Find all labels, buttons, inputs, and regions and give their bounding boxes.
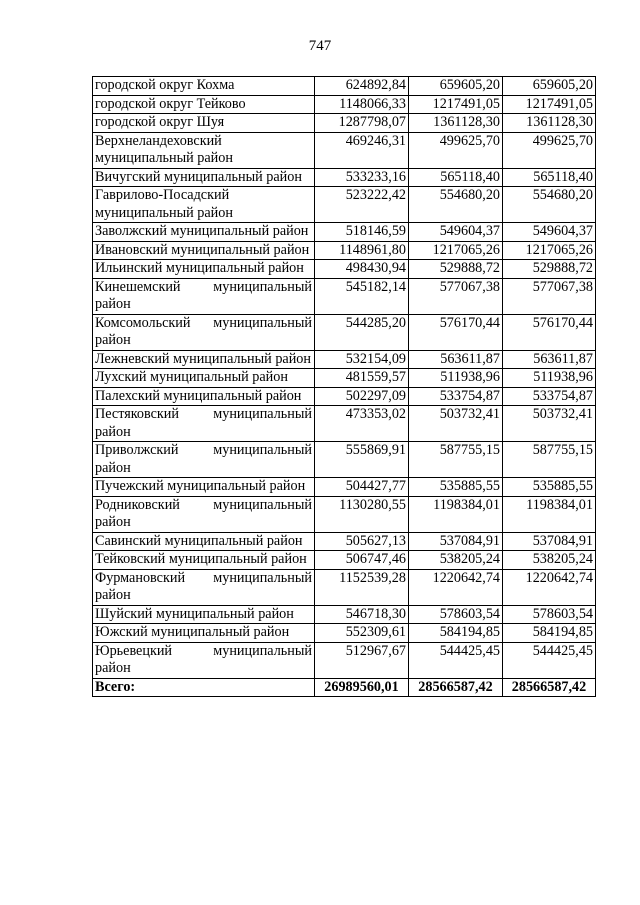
value-cell-1: 506747,46: [315, 551, 409, 570]
value-cell-3: 535885,55: [503, 478, 596, 497]
value-cell-3: 584194,85: [503, 624, 596, 643]
page-number: 747: [308, 38, 332, 54]
value-cell-1: 502297,09: [315, 387, 409, 406]
municipality-cell: Палехский муниципальный район: [93, 387, 315, 406]
municipality-cell: Пестяковский муниципальный район: [93, 406, 315, 442]
budget-table: [92, 76, 596, 697]
value-cell-2: 584194,85: [409, 624, 503, 643]
value-cell-3: 563611,87: [503, 350, 596, 369]
table-row: [93, 114, 596, 133]
municipality-cell: Заволжский муниципальный район: [93, 223, 315, 242]
table-row: [93, 496, 596, 532]
table-row: [93, 569, 596, 605]
value-cell-3: 1361128,30: [503, 114, 596, 133]
table-row: [93, 278, 596, 314]
value-cell-2: 554680,20: [409, 187, 503, 223]
value-cell-3: 554680,20: [503, 187, 596, 223]
value-cell-3: 499625,70: [503, 132, 596, 168]
value-cell-1: 523222,42: [315, 187, 409, 223]
value-cell-3: 538205,24: [503, 551, 596, 570]
value-cell-2: 511938,96: [409, 369, 503, 388]
table-row: [93, 260, 596, 279]
table-row: [93, 642, 596, 678]
value-cell-3: 533754,87: [503, 387, 596, 406]
table-row: [93, 350, 596, 369]
value-cell-3: 1198384,01: [503, 496, 596, 532]
value-cell-2: 535885,55: [409, 478, 503, 497]
total-label: Всего:: [93, 678, 315, 697]
value-cell-2: 533754,87: [409, 387, 503, 406]
table-row: [93, 387, 596, 406]
table-row: [93, 95, 596, 114]
value-cell-1: 552309,61: [315, 624, 409, 643]
value-cell-1: 512967,67: [315, 642, 409, 678]
value-cell-2: 659605,20: [409, 77, 503, 96]
total-row: [93, 678, 596, 697]
municipality-cell: Лухский муниципальный район: [93, 369, 315, 388]
value-cell-3: 659605,20: [503, 77, 596, 96]
table-row: [93, 551, 596, 570]
value-cell-2: 1220642,74: [409, 569, 503, 605]
value-cell-3: 1217491,05: [503, 95, 596, 114]
value-cell-3: 565118,40: [503, 168, 596, 187]
value-cell-2: 587755,15: [409, 442, 503, 478]
municipality-cell: Ивановский муниципальный район: [93, 241, 315, 260]
municipality-cell: Приволжский муниципальный район: [93, 442, 315, 478]
value-cell-1: 505627,13: [315, 532, 409, 551]
value-cell-3: 576170,44: [503, 314, 596, 350]
table-row: [93, 442, 596, 478]
value-cell-3: 1220642,74: [503, 569, 596, 605]
table-row: [93, 624, 596, 643]
municipality-cell: Верхнеландеховский муниципальный район: [93, 132, 315, 168]
municipality-cell: городской округ Кохма: [93, 77, 315, 96]
value-cell-1: 1287798,07: [315, 114, 409, 133]
value-cell-2: 563611,87: [409, 350, 503, 369]
municipality-cell: Савинский муниципальный район: [93, 532, 315, 551]
value-cell-1: 1148066,33: [315, 95, 409, 114]
municipality-cell: Вичугский муниципальный район: [93, 168, 315, 187]
municipality-cell: Родниковский муниципальный район: [93, 496, 315, 532]
table-row: [93, 168, 596, 187]
value-cell-3: 529888,72: [503, 260, 596, 279]
table-row: [93, 241, 596, 260]
municipality-cell: Комсомольский муниципальный район: [93, 314, 315, 350]
total-value-1: 26989560,01: [315, 678, 409, 697]
value-cell-1: 1152539,28: [315, 569, 409, 605]
table-row: [93, 369, 596, 388]
value-cell-3: 537084,91: [503, 532, 596, 551]
municipality-cell: Пучежский муниципальный район: [93, 478, 315, 497]
value-cell-2: 565118,40: [409, 168, 503, 187]
value-cell-3: 577067,38: [503, 278, 596, 314]
table-row: [93, 478, 596, 497]
municipality-cell: Лежневский муниципальный район: [93, 350, 315, 369]
value-cell-1: 624892,84: [315, 77, 409, 96]
value-cell-2: 576170,44: [409, 314, 503, 350]
value-cell-1: 533233,16: [315, 168, 409, 187]
value-cell-1: 473353,02: [315, 406, 409, 442]
value-cell-2: 499625,70: [409, 132, 503, 168]
value-cell-1: 1130280,55: [315, 496, 409, 532]
value-cell-3: 549604,37: [503, 223, 596, 242]
value-cell-2: 1198384,01: [409, 496, 503, 532]
municipality-cell: Фурмановский муниципальный район: [93, 569, 315, 605]
value-cell-3: 511938,96: [503, 369, 596, 388]
table-row: [93, 187, 596, 223]
value-cell-3: 1217065,26: [503, 241, 596, 260]
table-row: [93, 532, 596, 551]
value-cell-1: 498430,94: [315, 260, 409, 279]
municipality-cell: Тейковский муниципальный район: [93, 551, 315, 570]
value-cell-1: 481559,57: [315, 369, 409, 388]
value-cell-1: 518146,59: [315, 223, 409, 242]
value-cell-3: 544425,45: [503, 642, 596, 678]
municipality-cell: Кинешемский муниципальный район: [93, 278, 315, 314]
value-cell-3: 503732,41: [503, 406, 596, 442]
value-cell-2: 529888,72: [409, 260, 503, 279]
value-cell-2: 1361128,30: [409, 114, 503, 133]
municipality-cell: Ильинский муниципальный район: [93, 260, 315, 279]
table-body: [93, 77, 596, 697]
total-value-2: 28566587,42: [409, 678, 503, 697]
value-cell-1: 546718,30: [315, 605, 409, 624]
municipality-cell: городской округ Шуя: [93, 114, 315, 133]
value-cell-3: 587755,15: [503, 442, 596, 478]
value-cell-2: 538205,24: [409, 551, 503, 570]
table-row: [93, 314, 596, 350]
value-cell-1: 532154,09: [315, 350, 409, 369]
municipality-cell: Шуйский муниципальный район: [93, 605, 315, 624]
value-cell-2: 577067,38: [409, 278, 503, 314]
value-cell-2: 544425,45: [409, 642, 503, 678]
value-cell-1: 545182,14: [315, 278, 409, 314]
table-row: [93, 223, 596, 242]
value-cell-2: 1217065,26: [409, 241, 503, 260]
value-cell-1: 504427,77: [315, 478, 409, 497]
value-cell-2: 503732,41: [409, 406, 503, 442]
value-cell-2: 537084,91: [409, 532, 503, 551]
value-cell-1: 1148961,80: [315, 241, 409, 260]
value-cell-3: 578603,54: [503, 605, 596, 624]
municipality-cell: Юрьевецкий муниципальный район: [93, 642, 315, 678]
municipality-cell: Южский муниципальный район: [93, 624, 315, 643]
table-row: [93, 406, 596, 442]
value-cell-2: 549604,37: [409, 223, 503, 242]
table-row: [93, 77, 596, 96]
municipality-cell: городской округ Тейково: [93, 95, 315, 114]
value-cell-2: 1217491,05: [409, 95, 503, 114]
value-cell-1: 469246,31: [315, 132, 409, 168]
value-cell-2: 578603,54: [409, 605, 503, 624]
table-row: [93, 132, 596, 168]
municipality-cell: Гаврилово-Посадский муниципальный район: [93, 187, 315, 223]
table-row: [93, 605, 596, 624]
value-cell-1: 555869,91: [315, 442, 409, 478]
value-cell-1: 544285,20: [315, 314, 409, 350]
total-value-3: 28566587,42: [503, 678, 596, 697]
